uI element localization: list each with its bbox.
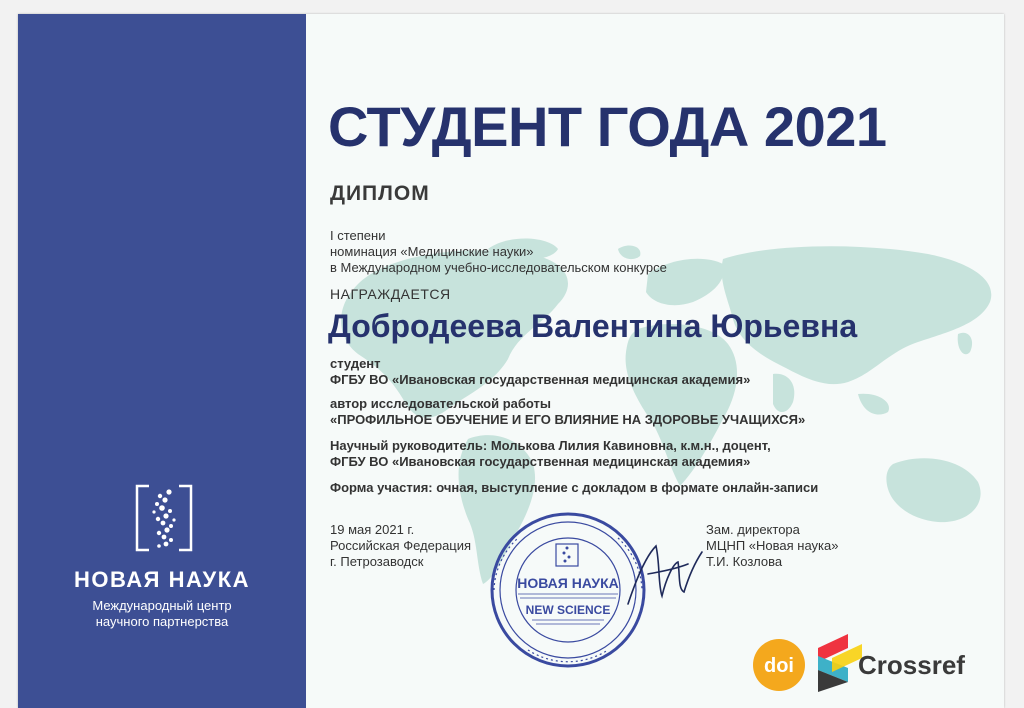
sidebar <box>18 14 306 708</box>
issue-date: 19 мая 2021 г. <box>330 522 415 537</box>
seal-english-text: NEW SCIENCE <box>525 603 611 617</box>
doi-logo-icon <box>752 638 806 692</box>
certificate-title: СТУДЕНТ ГОДА 2021 <box>328 95 887 158</box>
supervisor: Научный руководитель: Молькова Лилия Кавиновна, к.м.н., доцент, <box>330 438 771 453</box>
doi-logo-text: doi <box>764 655 794 677</box>
recipient-name: Добродеева Валентина Юрьевна <box>328 308 858 344</box>
signer-role: Зам. директора <box>706 522 800 537</box>
work-label: автор исследовательской работы <box>330 396 551 411</box>
recipient-institution: ФГБУ ВО «Ивановская государственная медицинская академия» <box>330 372 751 387</box>
signature-icon <box>618 534 708 614</box>
org-subtitle-line-1: Международный центр <box>92 598 232 613</box>
signer-name: Т.И. Козлова <box>706 554 783 569</box>
diploma-page <box>18 14 1004 708</box>
issue-info <box>330 522 471 570</box>
nomination: номинация «Медицинские науки» <box>330 244 534 259</box>
crossref-logo-icon <box>818 634 862 692</box>
supervisor-institution: ФГБУ ВО «Ивановская государственная медицинская академия» <box>330 454 751 469</box>
degree: I степени <box>330 228 386 243</box>
org-subtitle <box>18 598 306 630</box>
signer-org: МЦНП «Новая наука» <box>706 538 839 553</box>
participation-form: Форма участия: очная, выступление с докладом в формате онлайн-записи <box>330 480 819 495</box>
org-subtitle-line-2: научного партнерства <box>95 614 229 629</box>
signer-info <box>706 522 838 570</box>
awarded-label: НАГРАЖДАЕТСЯ <box>330 286 451 302</box>
issue-country: Российская Федерация <box>330 538 472 553</box>
certificate-subtitle: ДИПЛОМ <box>330 182 430 205</box>
seal-center-text: НОВАЯ НАУКА <box>517 575 619 591</box>
org-name: НОВАЯ НАУКА <box>73 567 251 592</box>
dna-logo-icon <box>135 484 193 552</box>
crossref-wordmark: Crossref <box>858 650 965 680</box>
issue-city: г. Петрозаводск <box>330 554 424 569</box>
work-title: «ПРОФИЛЬНОЕ ОБУЧЕНИЕ И ЕГО ВЛИЯНИЕ НА ЗДОРОВЬЕ УЧАЩИХСЯ» <box>330 412 806 427</box>
recipient-role: студент <box>330 356 381 371</box>
contest: в Международном учебно-исследовательском конкурсе <box>330 260 667 275</box>
